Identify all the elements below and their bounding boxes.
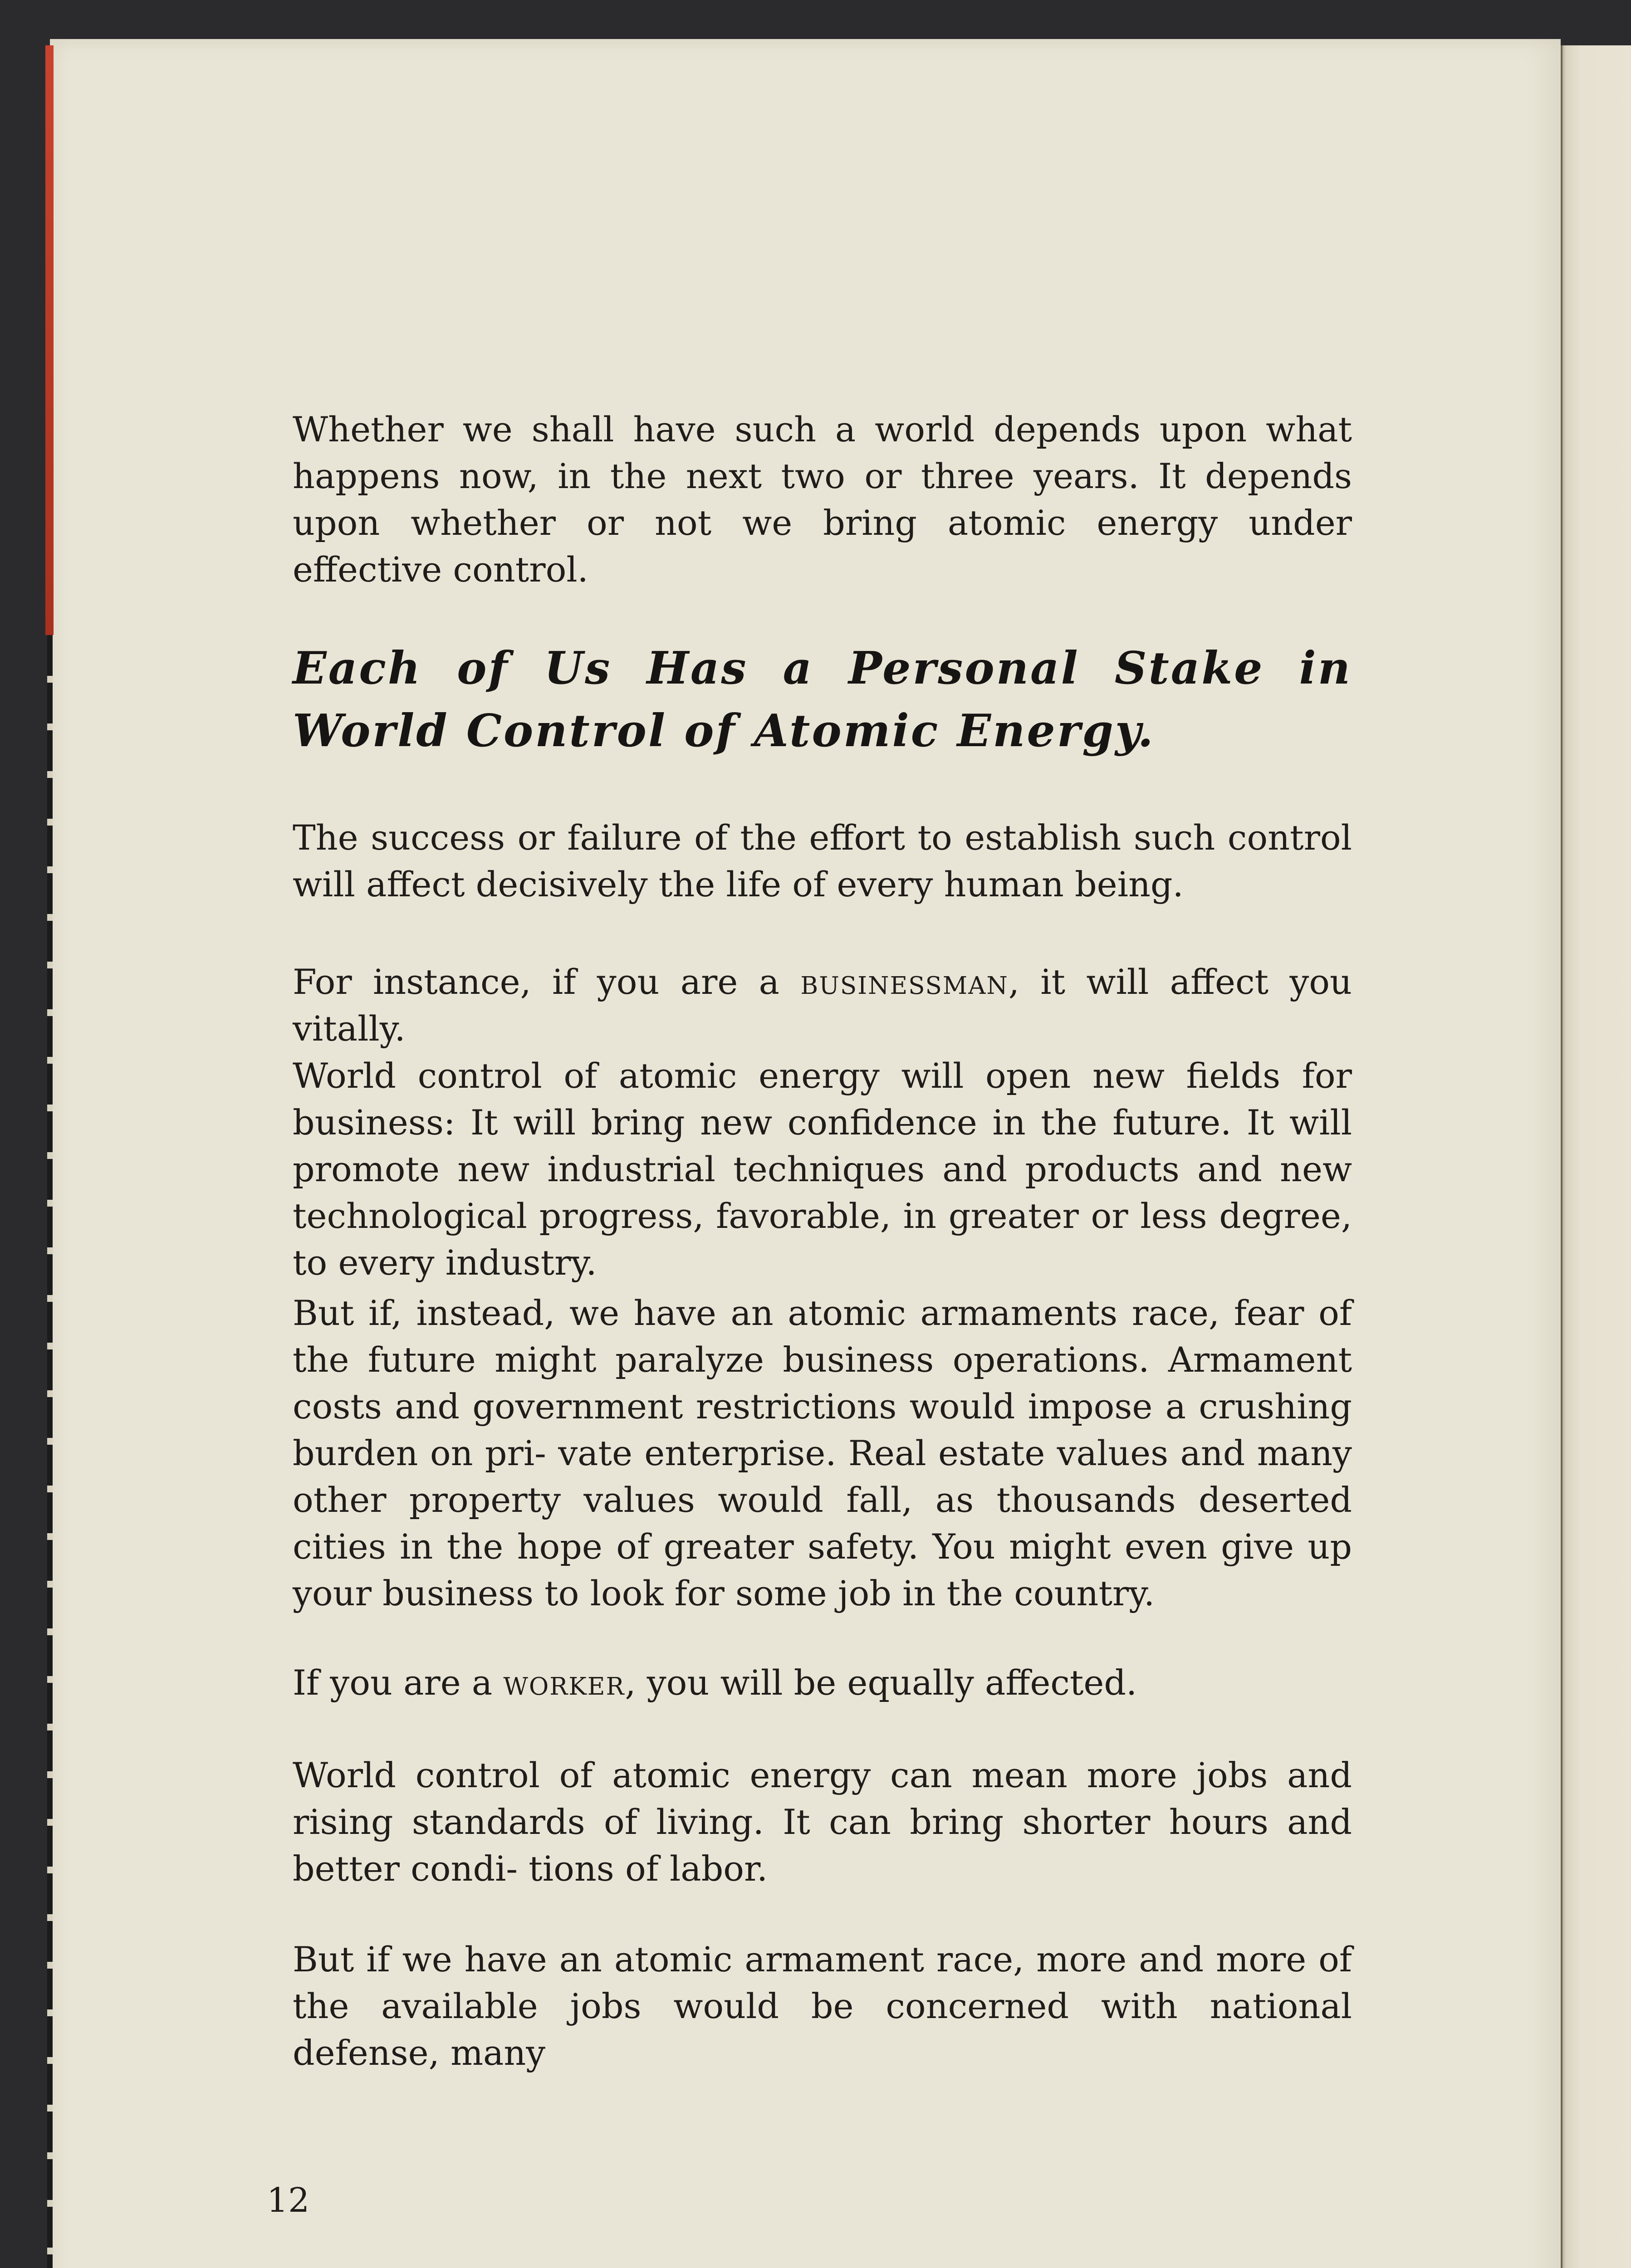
paragraph-armaments-race [293, 1290, 1352, 1617]
paragraph-6 [293, 1659, 1352, 1706]
paragraph-worker [293, 1659, 1352, 1706]
adjacent-page-edge [1561, 45, 1631, 2268]
paragraph-5: But if, instead, we have an atomic armaments race, fear of the future might paralyze business operations. Armament costs and government restrictions would impose a crushing burden on pri- vate enterprise. Real estate values and many other property values would fall, as thousands deserted cities in the hope of greater safety. You might even give up your business to look for some job in the country. [293, 1293, 1352, 1613]
paragraph-business-benefits [293, 1052, 1352, 1286]
worker-term: worker [503, 1662, 625, 1703]
paragraph-3-tail: , it will affect you vitally. [293, 962, 1352, 1049]
businessman-term: businessman [800, 962, 1009, 1002]
binding-stitching [47, 635, 53, 2268]
paragraph-6-lead: If you are a [293, 1662, 504, 1703]
paragraph-jobs-defense [293, 1936, 1352, 2076]
section-heading: Each of Us Has a Personal Stake in World Control of Atomic Energy. [293, 642, 1352, 757]
paragraph-success [293, 814, 1352, 908]
paragraph-3 [293, 958, 1352, 1052]
paragraph-7: World control of atomic energy can mean more jobs and rising standards of living. It can bring shorter hours and better condi- tions of labor. [293, 1755, 1352, 1889]
paragraph-2: The success or failure of the effort to establish such control will affect decisively the life of every human being. [293, 817, 1352, 904]
binding-edge [45, 45, 54, 635]
paragraph-1: Whether we shall have such a world depends upon what happens now, in the next two or three years. It depends upon whether or not we bring atomic energy under effective control. [293, 409, 1352, 590]
paragraph-6-tail: , you will be equally affected. [625, 1662, 1137, 1703]
paragraph-4: World control of atomic energy will open new fields for business: It will bring new confidence in the future. It will promote new industrial techniques and products and new technological progress, favorable, in greater or less degree, to every industry. [293, 1056, 1352, 1283]
paragraph-8: But if we have an atomic armament race, more and more of the available jobs would be concerned with national defense, many [293, 1939, 1352, 2073]
paragraph-worker-benefits [293, 1752, 1352, 1892]
page-number: 12 [267, 2181, 310, 2220]
paragraph-businessman [293, 958, 1352, 1052]
paragraph-intro [293, 406, 1352, 593]
paragraph-3-lead: For instance, if you are a [293, 962, 801, 1002]
